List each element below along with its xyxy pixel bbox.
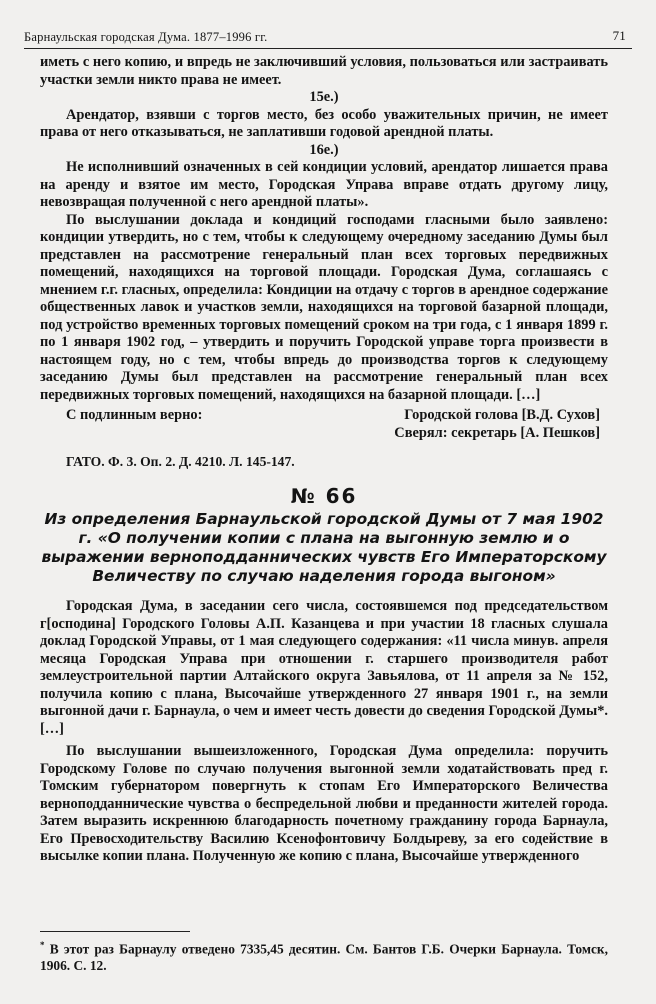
signature-block [40,406,608,442]
page-number: 71 [612,28,626,43]
document-number: № 66 [290,484,358,508]
city-head-signature: Городской голова [В.Д. Сухов] [404,407,600,423]
clause-15-text: Арендатор, взявши с торгов место, без особо уважительных причин, не имеет права от него отказываться, не заплативши годовой арендной платы. [40,106,608,140]
document-paragraph-1: Городская Дума, в заседании сего числа, состоявшемся под председательством г[осподина] Городского Головы А.П. Казанцева и при участии 18 гласных слушала доклад Городской Управы, от 1 мая следующего содержания: «11 числа минув. апреля месяца Городская Управа при отношении г. старшего производителя работ землеустроительной партии Алтайского округа Завьялова, от 11 апреля за № 152, получила копию с плана, Высочайше утвержденного 27 января 1901 г., на земли выгонной дачи г. Барнаула, о чем и имеет честь довести до сведения Городской Думы*. […] [40,598,608,737]
clause-15-number: 15е.) [309,89,339,105]
footnote [40,937,608,974]
document-title: Из определения Барнаульской городской Думы от 7 мая 1902 г. «О получении копии с плана на выгонную землю и о выражении верноподданнических чувств Его Императорскому Величеству по случаю наделения города выгоном» [41,510,607,585]
original-label: С подлинным верно: [66,407,203,423]
footnote-mark: * [40,940,45,950]
archive-reference: ГАТО. Ф. 3. Оп. 2. Д. 4210. Л. 145-147. [66,454,295,469]
running-header [24,28,632,49]
secretary-signature: Сверял: секретарь [А. Пешков] [394,425,600,441]
footnote-text: В этот раз Барнаулу отведено 7335,45 десятин. См. Бантов Г.Б. Очерки Барнаула. Томск, 1906. С. 12. [40,941,608,974]
footnote-divider [40,931,190,932]
document-paragraph-2: По выслушании вышеизложенного, Городская Дума определила: поручить Городскому Голове по случаю получения выгонной земли ходатайствовать пред г. Томским губернатором повергнуть к стопам Его Императорского Величества верноподданнические чувства о беспредельной любви и преданности жителей города. Затем выразить искреннюю благодарность почетному гражданину города Барнаула, Его Превосходительству Василию Ксенофонтовичу Болдыреву, за его содействие в высылке копии плана. Полученную же копию с плана, Высочайше утвержденного [40,743,608,864]
page-body [40,54,608,866]
running-title: Барнаульская городская Дума. 1877–1996 гг. [24,30,268,44]
paragraph-continued: иметь с него копию, и впредь не заключивший условия, пользоваться или застраивать участки земли никто права не имеет. [40,54,608,88]
clause-16-number: 16е.) [309,141,339,158]
clause-16-text: Не исполнивший означенных в сей кондиции условий, арендатор лишается права на аренду и взятое им место, Городская Управа вправе отдать другому лицу, невозвращая полученной с него арендной платы». [40,159,608,210]
decision-paragraph: По выслушании доклада и кондиций господами гласными было заявлено: кондиции утвердить, но с тем, чтобы к следующему очередному заседанию Думы был представлен на рассмотрение генеральный план всех торговых передвижных помещений, находящихся на торговой площади. Городская Дума, соглашаясь с мнением г.г. гласных, определила: Кондиции на отдачу с торгов в арендное содержание общественных лавок и участков земли, находящихся на торговой базарной площади, под устройство временных торговых помещений сроком на три года, с 1 января 1899 г. по 1 января 1902 год, – утвердить и поручить Городской управе торга произвести в настоящем году, но с тем, чтобы впредь до производства торгов к следующему заседанию Думы был представлен на рассмотрение генеральный план всех передвижных торговых помещений, находящихся на базарной площади. […] [40,211,608,403]
